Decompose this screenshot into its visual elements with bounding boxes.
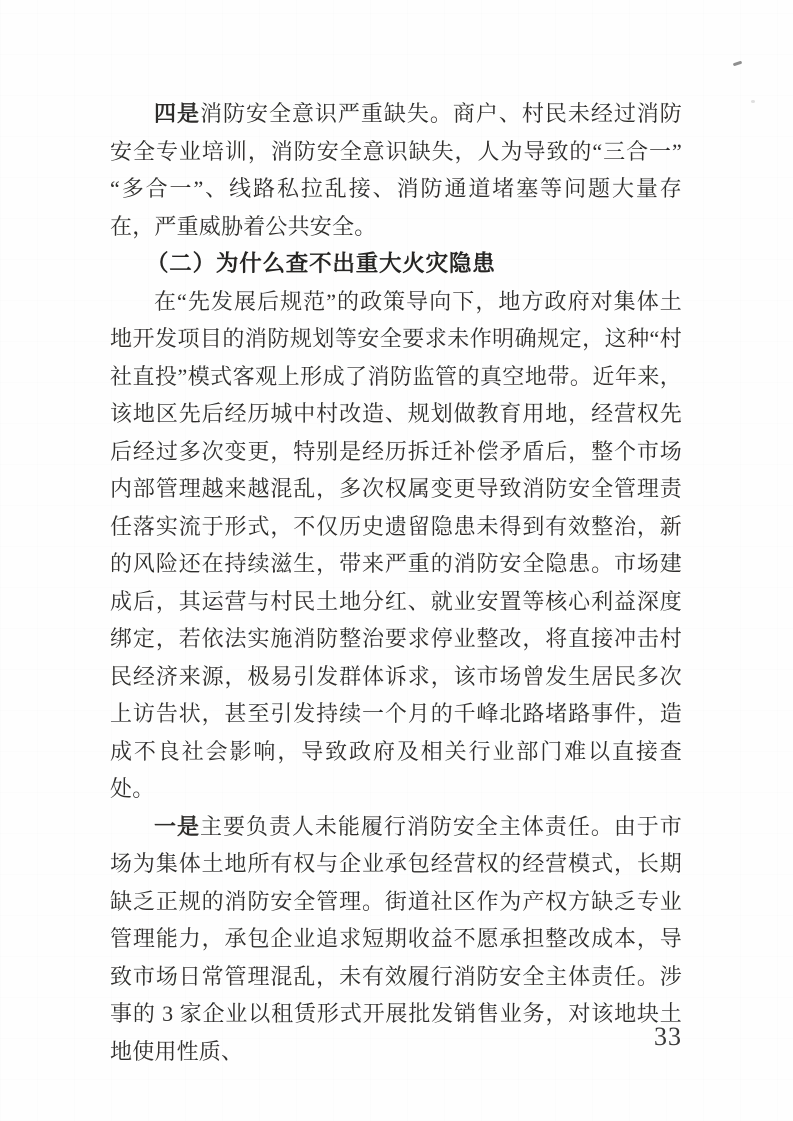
- paragraph-point-four: [110, 95, 682, 245]
- paragraph-policy-background: 在“先发展后规范”的政策导向下，地方政府对集体土地开发项目的消防规划等安全要求未作明确规定，这种“村社直投”模式客观上形成了消防监管的真空地带。近年来，该地区先后经历城中村改造、规划做教育用地，经营权先后经过多次变更，特别是经历拆迁补偿矛盾后，整个市场内部管理越来越混乱，多次权属变更导致消防安全管理责任落实流于形式，不仅历史遗留隐患未得到有效整治，新的风险还在持续滋生，带来严重的消防安全隐患。市场建成后，其运营与村民土地分红、就业安置等核心利益深度绑定，若依法实施消防整治要求停业整改，将直接冲击村民经济来源，极易引发群体诉求，该市场曾发生居民多次上访告状，甚至引发持续一个月的千峰北路堵路事件，造成不良社会影响，导致政府及相关行业部门难以直接查处。: [110, 288, 682, 801]
- scan-artifact-speck: [751, 100, 755, 103]
- scan-artifact-mark: [733, 61, 742, 67]
- paragraph-bold-lead: 一是: [154, 813, 200, 839]
- page-content: [110, 95, 682, 1070]
- paragraph-bold-lead: 四是: [154, 101, 200, 126]
- paragraph-point-one: [110, 808, 682, 1071]
- paragraph-body-text: 主要负责人未能履行消防安全主体责任。由于市场为集体土地所有权与企业承包经营权的经营模式，长期缺乏正规的消防安全管理。街道社区作为产权方缺乏专业管理能力，承包企业追求短期收益不愿承担整改成本，导致市场日常管理混乱，未有效履行消防安全主体责任。涉事的 3 家企业以租赁形式开展批发销售业务，对该地块土地使用性质、: [110, 813, 682, 1064]
- page-number: 33: [654, 1022, 682, 1051]
- section-heading-two: （二）为什么查不出重大火灾隐患: [146, 251, 496, 276]
- paragraph-body-text: 消防安全意识严重缺失。商户、村民未经过消防安全专业培训，消防安全意识缺失，人为导致的“三合一”“多合一”、线路私拉乱接、消防通道堵塞等问题大量存在，严重威胁着公共安全。: [110, 101, 682, 239]
